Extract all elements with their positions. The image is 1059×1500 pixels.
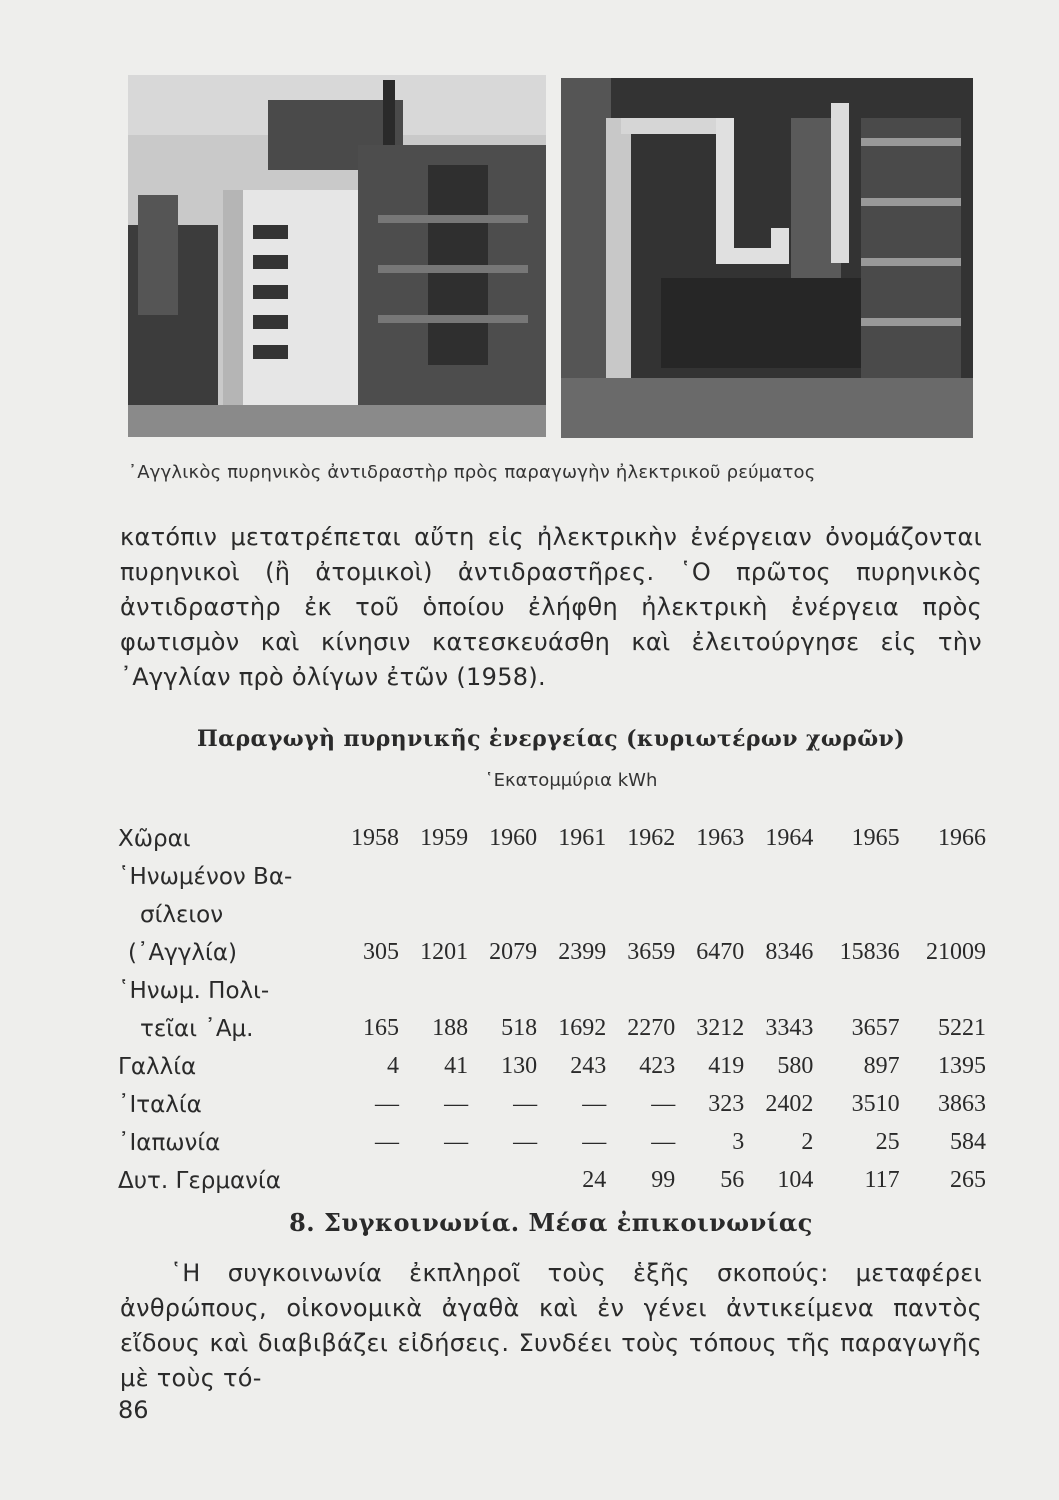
header-year: 1960	[489, 825, 538, 851]
table-cell: 3657	[851, 1015, 900, 1041]
table-cell: 21009	[926, 939, 986, 965]
header-year: 1966	[938, 825, 986, 851]
figure-caption: ᾿Αγγλικὸς πυρηνικὸς ἀντιδραστὴρ πρὸς παραγωγὴν ἠλεκτρικοῦ ρεύματος	[128, 462, 816, 483]
table-cell: 117	[864, 1167, 900, 1193]
table-cell: 897	[863, 1053, 900, 1079]
table-unit: ῾Εκατομμύρια kWh	[484, 770, 658, 791]
table-cell: 15836	[839, 939, 900, 965]
table-row	[118, 1042, 986, 1080]
country-label: ᾿Ιταλία	[118, 1092, 202, 1118]
country-label: Γαλλία	[118, 1054, 197, 1080]
reactor-photo-right	[561, 78, 973, 438]
table-cell: 1692	[558, 1015, 607, 1041]
table-cell: 3863	[938, 1091, 986, 1117]
header-year: 1963	[696, 825, 745, 851]
table-cell: 188	[432, 1015, 469, 1041]
table-cell: 3659	[627, 939, 676, 965]
table-cell	[468, 1156, 537, 1194]
table-cell: 584	[950, 1129, 986, 1155]
table-cell: 24	[582, 1167, 607, 1193]
table-row	[118, 966, 986, 1004]
body-paragraph-2	[120, 1256, 982, 1396]
country-label: Δυτ. Γερμανία	[118, 1168, 281, 1194]
table-cell: 2079	[489, 939, 538, 965]
table-cell: —	[582, 1091, 607, 1117]
table-row	[118, 928, 986, 966]
table-cell: 41	[444, 1053, 469, 1079]
table-row	[118, 852, 986, 890]
table-cell: —	[513, 1091, 538, 1117]
header-year: 1964	[765, 825, 814, 851]
header-year: 1962	[627, 825, 676, 851]
header-year: 1958	[351, 825, 400, 851]
table-cell: 2	[801, 1129, 814, 1155]
table-cell: —	[513, 1129, 538, 1155]
table-cell: 3510	[851, 1091, 900, 1117]
table-cell: 1201	[420, 939, 469, 965]
table-cell: 2399	[558, 939, 607, 965]
table-cell: 56	[720, 1167, 745, 1193]
country-label: ῾Ηνωμ. Πολι-	[118, 978, 270, 1004]
country-label: ᾿Ιαπωνία	[118, 1130, 221, 1156]
country-label: τεῖαι ᾿Αμ.	[140, 1016, 254, 1042]
table-cell	[330, 1156, 399, 1194]
header-countries: Χῶραι	[118, 826, 191, 852]
table-cell: 3	[732, 1129, 745, 1155]
table-cell	[399, 1156, 468, 1194]
table-cell: —	[375, 1091, 400, 1117]
body-paragraph-2-text: ῾Η συγκοινωνία ἐκπληροῖ τοὺς ἑξῆς σκοπούς: μεταφέρει ἀνθρώπους, οἰκονομικὰ ἀγαθὰ καὶ ἐν γένει ἀντικείμενα παντὸς εἴδους καὶ διαβιβάζει εἰδήσεις. Συνδέει τοὺς τόπους τῆς παραγωγῆς μὲ τοὺς τό-	[120, 1259, 982, 1392]
table-cell: 2402	[765, 1091, 814, 1117]
table-cell: 305	[363, 939, 400, 965]
table-cell: 99	[651, 1167, 676, 1193]
reactor-photo-left	[128, 75, 546, 437]
table-cell: 5221	[938, 1015, 986, 1041]
table-row	[118, 1118, 986, 1156]
table-cell: —	[444, 1129, 469, 1155]
country-label: σίλειον	[140, 902, 224, 928]
table-cell: 518	[501, 1015, 538, 1041]
header-year: 1959	[420, 825, 469, 851]
table-header-row	[118, 808, 986, 852]
table-cell: 3212	[696, 1015, 745, 1041]
table-cell: —	[444, 1091, 469, 1117]
table-cell: 3343	[765, 1015, 814, 1041]
table-cell: 4	[387, 1053, 400, 1079]
table-cell: 130	[501, 1053, 538, 1079]
table-cell: 423	[639, 1053, 676, 1079]
header-year: 1965	[851, 825, 900, 851]
table-cell: 2270	[627, 1015, 676, 1041]
table-cell: —	[375, 1129, 400, 1155]
table-row	[118, 890, 986, 928]
table-cell: 165	[363, 1015, 400, 1041]
table-title: Παραγωγὴ πυρηνικῆς ἐνεργείας (κυριωτέρων χωρῶν)	[196, 726, 906, 752]
country-label: (᾿Αγγλία)	[128, 940, 237, 966]
country-label: ῾Ηνωμένον Βα-	[118, 864, 293, 890]
header-year: 1961	[558, 825, 607, 851]
page-number: 86	[118, 1396, 149, 1424]
table-cell: 419	[708, 1053, 745, 1079]
table-cell: 6470	[696, 939, 745, 965]
table-cell: 580	[777, 1053, 814, 1079]
nuclear-energy-table	[118, 808, 986, 1194]
table-cell: —	[651, 1129, 676, 1155]
table-cell: 8346	[765, 939, 814, 965]
table-row	[118, 1004, 986, 1042]
table-cell: 1395	[938, 1053, 986, 1079]
section-title: 8. Συγκοινωνία. Μέσα ἐπικοινωνίας	[289, 1208, 813, 1237]
table-cell: 265	[950, 1167, 986, 1193]
table-cell: 104	[777, 1167, 814, 1193]
table-cell: —	[582, 1129, 607, 1155]
table-row	[118, 1080, 986, 1118]
table-row	[118, 1156, 986, 1194]
table-cell: 25	[875, 1129, 900, 1155]
table-cell: 323	[708, 1091, 745, 1117]
table-cell: —	[651, 1091, 676, 1117]
table-cell: 243	[570, 1053, 607, 1079]
body-paragraph-1: κατόπιν μετατρέπεται αὔτη εἰς ἠλεκτρικὴν ἐνέργειαν ὀνομάζονται πυρηνικοὶ (ἢ ἀτομικοὶ) ἀντιδραστῆρες. ῾Ο πρῶτος πυρηνικὸς ἀντιδραστὴρ ἐκ τοῦ ὁποίου ἐλήφθη ἠλεκτρικὴ ἐνέργεια πρὸς φωτισμὸν καὶ κίνησιν κατεσκευάσθη καὶ ἐλειτούργησε εἰς τὴν ᾿Αγγλίαν πρὸ ὀλίγων ἐτῶν (1958).	[120, 523, 982, 691]
